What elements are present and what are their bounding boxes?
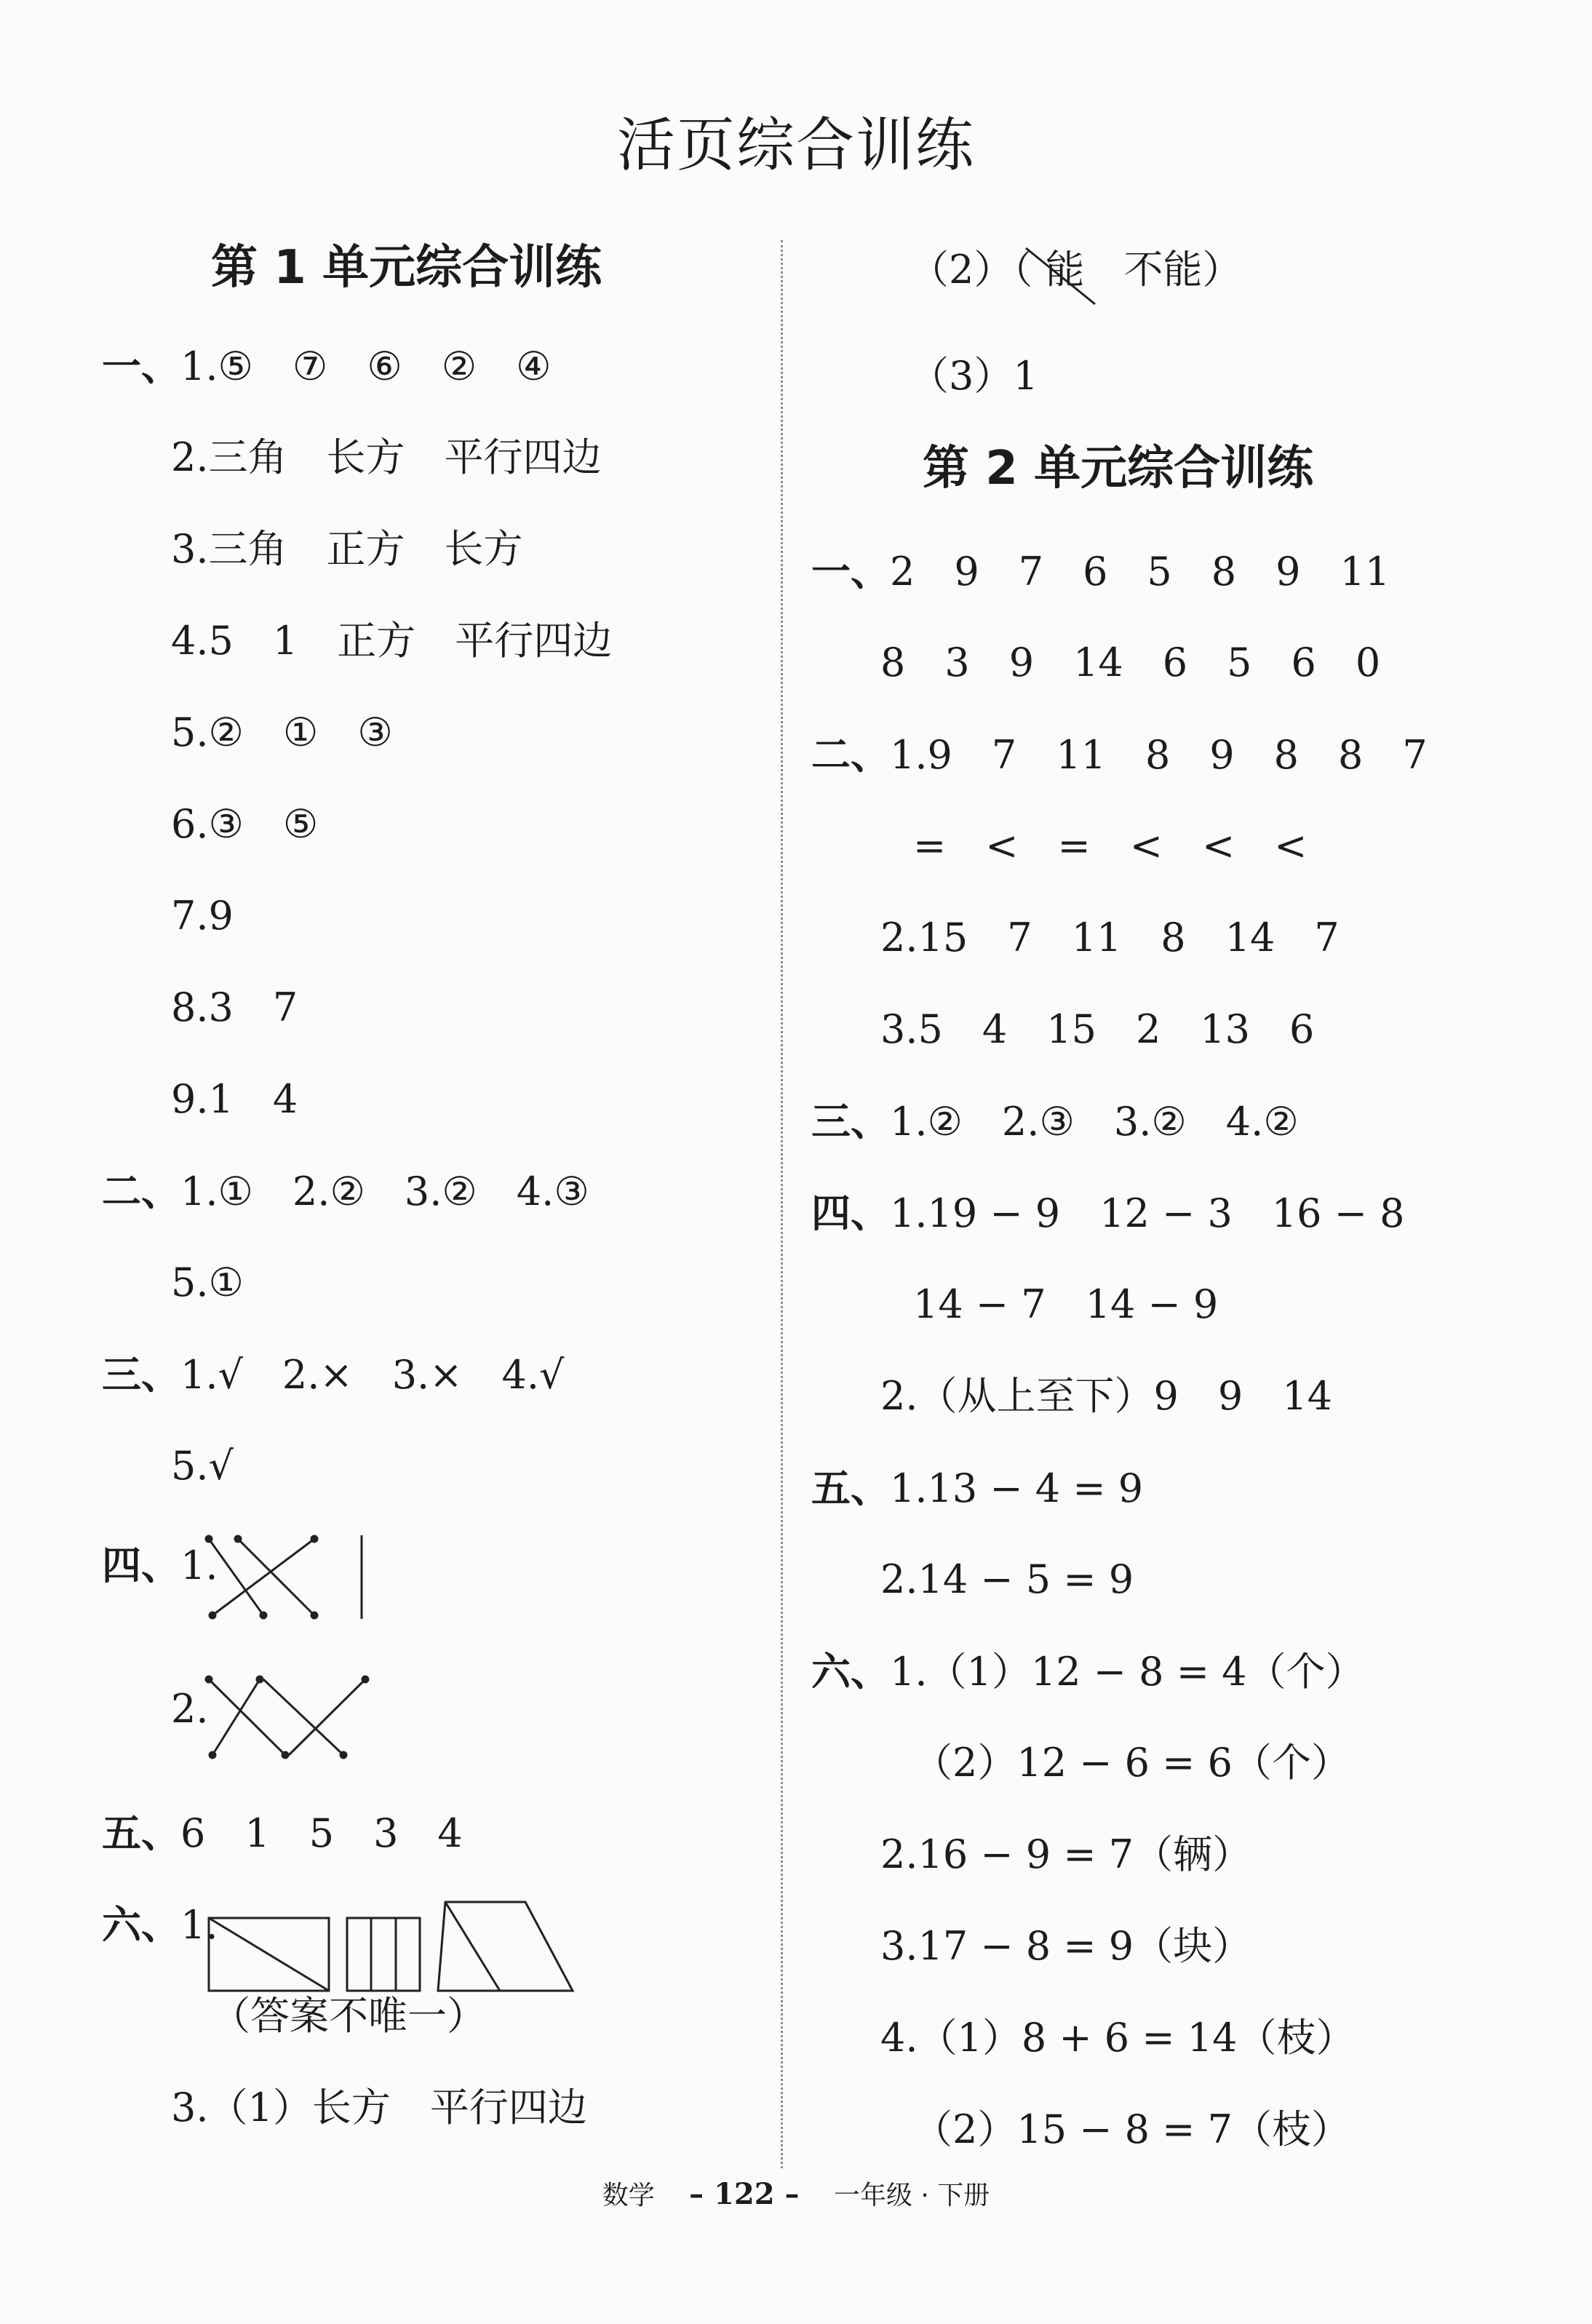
unit2-s6-line5: 4.（1）8 + 6 = 14（枝） bbox=[880, 2015, 1356, 2061]
unit2-s6-line3: 2.16 − 9 = 7（辆） bbox=[880, 1831, 1252, 1877]
unit1-s4-q1: 四、1. bbox=[102, 1542, 218, 1588]
unit2-s4-line2: 14 − 7 14 − 9 bbox=[913, 1281, 1219, 1327]
unit2-s2-line1: 二、1.9 7 11 8 9 8 8 7 bbox=[811, 731, 1428, 778]
unit2-s2-line4: 3.5 4 15 2 13 6 bbox=[880, 1006, 1315, 1052]
unit1-s1-q4: 4.5 1 正方 平行四边 bbox=[171, 618, 613, 664]
section-label: 四、 bbox=[102, 1542, 180, 1588]
unit1-title: 第 1 单元综合训练 bbox=[211, 241, 602, 295]
section-label: 一、 bbox=[102, 343, 180, 389]
page-number: – 122 – bbox=[689, 2177, 800, 2211]
unit1-s1-q1: 一、1.⑤ ⑦ ⑥ ② ④ bbox=[102, 343, 552, 389]
unit1-s1-q5: 5.② ① ③ bbox=[171, 709, 393, 755]
unit2-s2-line3: 2.15 7 11 8 14 7 bbox=[880, 915, 1340, 960]
section-label: 五、 bbox=[102, 1810, 180, 1856]
right-top-q3: （3）1 bbox=[910, 353, 1038, 399]
unit2-s1-line2: 8 3 9 14 6 5 6 0 bbox=[880, 640, 1381, 685]
unit2-s6-line1: 六、1.（1）12 − 8 = 4（个） bbox=[811, 1648, 1365, 1695]
matching-lines-figure-1 bbox=[198, 1528, 387, 1630]
unit1-s1-q8: 8.3 7 bbox=[171, 984, 298, 1030]
section-label: 二、 bbox=[102, 1168, 180, 1214]
unit1-s6-q3: 3.（1）长方 平行四边 bbox=[171, 2085, 587, 2130]
section-label: 五、 bbox=[811, 1465, 890, 1511]
footer-subject: 数学 bbox=[602, 2181, 655, 2210]
column-divider bbox=[781, 240, 783, 2168]
unit2-s2-line2: = < = < < < bbox=[913, 823, 1308, 869]
unit1-s6-note: （答案不唯一） bbox=[211, 1993, 486, 2039]
unit2-s3: 三、1.② 2.③ 3.② 4.② bbox=[811, 1098, 1299, 1145]
section-label: 四、 bbox=[811, 1190, 890, 1236]
page-title: 活页综合训练 bbox=[617, 111, 975, 179]
unit1-s6-q1: 六、1. bbox=[102, 1901, 218, 1948]
shape-division-figure bbox=[205, 1898, 584, 1992]
unit2-s6-line6: （2）15 − 8 = 7（枝） bbox=[913, 2106, 1350, 2152]
right-top-q2: （2）（ 能 不能） bbox=[910, 247, 1242, 293]
unit1-s1-q7: 7.9 bbox=[171, 893, 234, 939]
unit1-s2-line1: 二、1.① 2.② 3.② 4.③ bbox=[102, 1168, 589, 1214]
strike-mark bbox=[1022, 244, 1102, 310]
unit2-s6-line2: （2）12 − 6 = 6（个） bbox=[913, 1740, 1350, 1786]
unit2-s6-line4: 3.17 − 8 = 9（块） bbox=[880, 1923, 1252, 1969]
unit2-s5-line2: 2.14 − 5 = 9 bbox=[880, 1556, 1134, 1602]
section-label: 三、 bbox=[811, 1098, 890, 1145]
footer-grade: 一年级 · 下册 bbox=[833, 2181, 990, 2210]
section-label: 三、 bbox=[102, 1351, 180, 1398]
matching-lines-figure-2 bbox=[198, 1666, 387, 1768]
unit1-s3-line2: 5.√ bbox=[171, 1443, 234, 1489]
section-label: 二、 bbox=[811, 731, 890, 778]
unit1-s3-line1: 三、1.√ 2.× 3.× 4.√ bbox=[102, 1351, 565, 1398]
unit1-s1-q2: 2.三角 长方 平行四边 bbox=[171, 434, 602, 480]
unit2-s4-line1: 四、1.19 − 9 12 − 3 16 − 8 bbox=[811, 1190, 1405, 1236]
unit1-s1-q6: 6.③ ⑤ bbox=[171, 801, 319, 847]
unit2-title: 第 2 单元综合训练 bbox=[923, 442, 1314, 496]
unit2-s5-line1: 五、1.13 − 4 = 9 bbox=[811, 1465, 1144, 1511]
unit2-s4-line3: 2.（从上至下）9 9 14 bbox=[880, 1373, 1332, 1419]
section-label: 六、 bbox=[102, 1901, 180, 1948]
unit2-s1-line1: 一、2 9 7 6 5 8 9 11 bbox=[811, 548, 1390, 594]
page-footer bbox=[0, 2173, 1592, 2218]
unit1-s1-q9: 9.1 4 bbox=[171, 1076, 298, 1122]
section-label: 六、 bbox=[811, 1648, 890, 1695]
unit1-s5: 五、6 1 5 3 4 bbox=[102, 1810, 463, 1856]
section-label: 一、 bbox=[811, 548, 890, 594]
unit1-s4-q2: 2. bbox=[171, 1686, 209, 1732]
unit1-s1-q3: 3.三角 正方 长方 bbox=[171, 526, 523, 572]
unit1-s2-line2: 5.① bbox=[171, 1260, 244, 1305]
